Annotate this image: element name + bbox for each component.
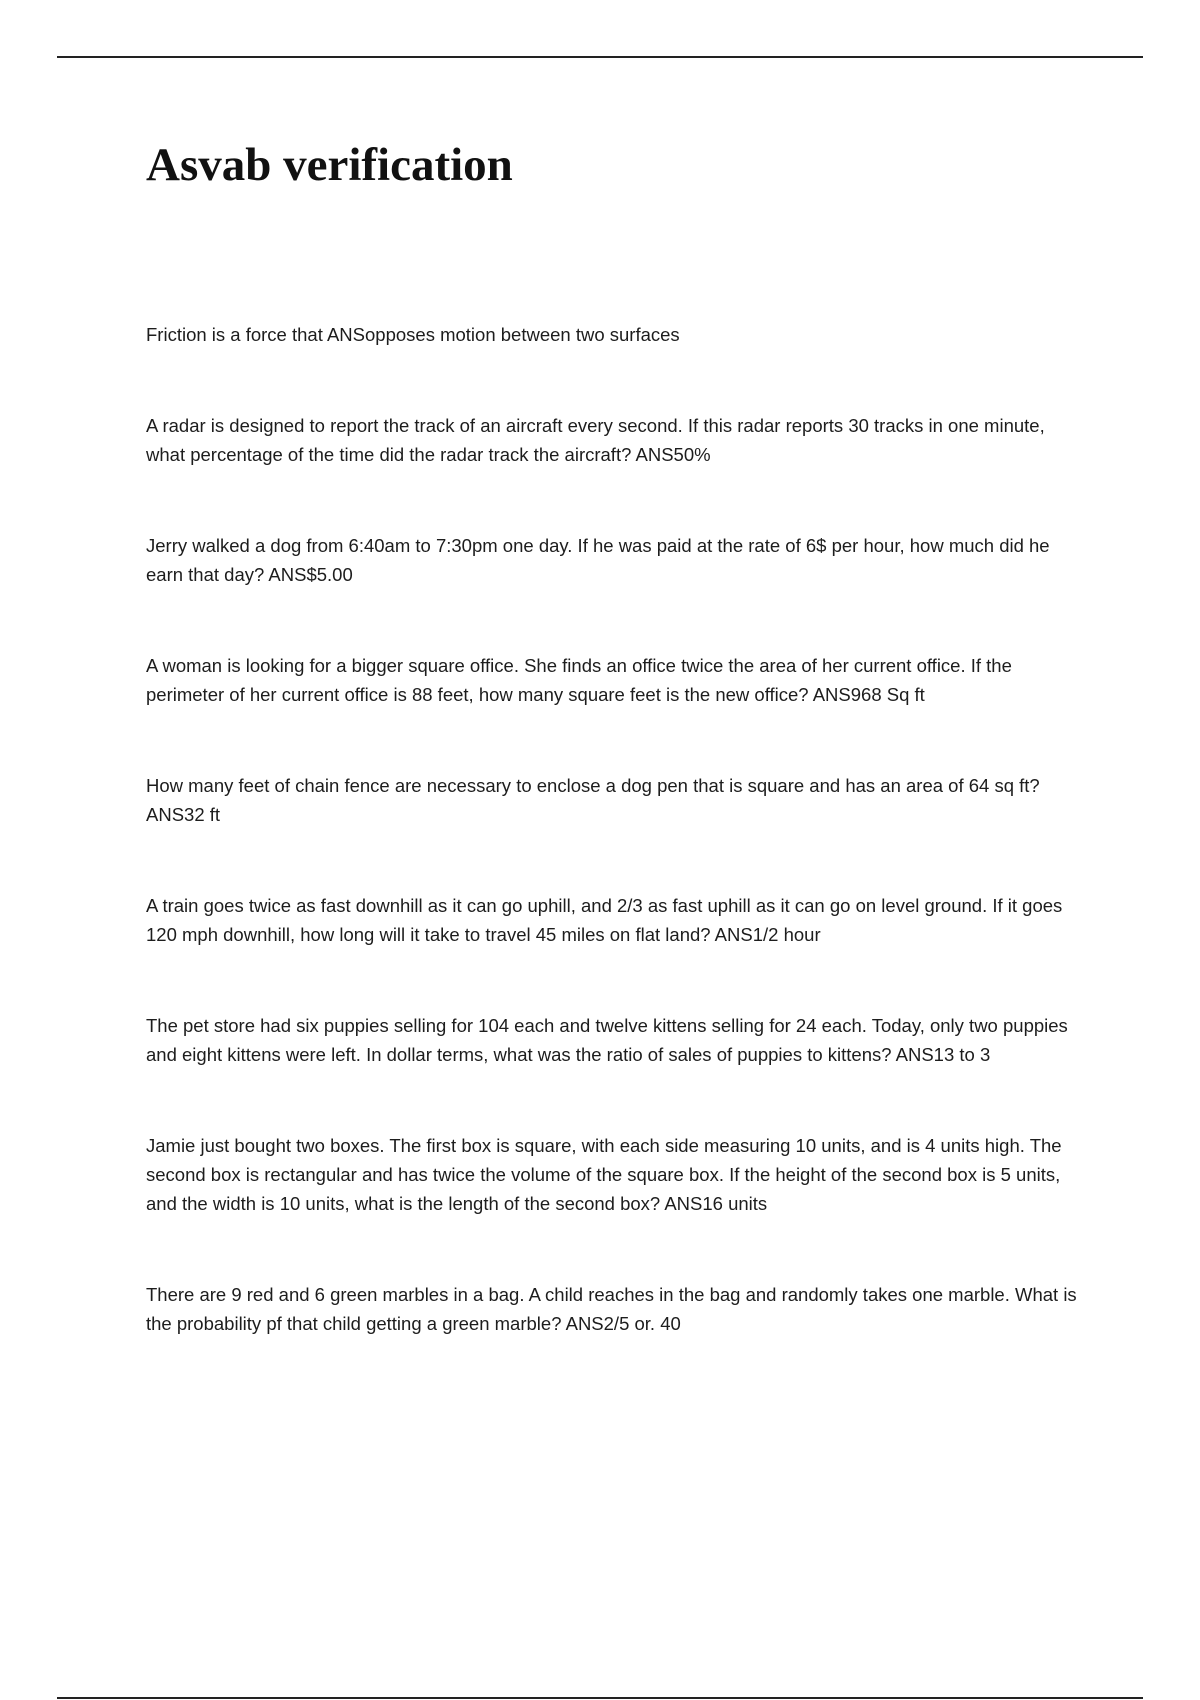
question-item: There are 9 red and 6 green marbles in a bag. A child reaches in the bag and randomly takes one marble. What is the probability pf that child getting a green marble? ANS2/5 or. 40 xyxy=(146,1284,1077,1334)
question-item: Jamie just bought two boxes. The first box is square, with each side measuring 10 units, and is 4 units high. The second box is rectangular and has twice the volume of the square box. If the height of the second box is 5 units, and the width is 10 units, what is the length of the second box? ANS16 units xyxy=(146,1135,1062,1214)
question-item: Jerry walked a dog from 6:40am to 7:30pm one day. If he was paid at the rate of 6$ per hour, how much did he earn that day? ANS$5.00 xyxy=(146,535,1050,585)
question-item: How many feet of chain fence are necessary to enclose a dog pen that is square and has an area of 64 sq ft? ANS32 ft xyxy=(146,775,1040,825)
question-list xyxy=(146,320,1086,1400)
question-item: A train goes twice as fast downhill as it can go uphill, and 2/3 as fast uphill as it can go on level ground. If it goes 120 mph downhill, how long will it take to travel 45 miles on flat land? ANS1/2 hour xyxy=(146,895,1063,945)
bottom-divider xyxy=(57,1697,1143,1699)
question-item: A radar is designed to report the track of an aircraft every second. If this radar reports 30 tracks in one minute, what percentage of the time did the radar track the aircraft? ANS50% xyxy=(146,415,1045,465)
top-divider xyxy=(57,56,1143,58)
question-item: A woman is looking for a bigger square office. She finds an office twice the area of her current office. If the perimeter of her current office is 88 feet, how many square feet is the new office? ANS968 Sq ft xyxy=(146,655,1012,705)
question-item: The pet store had six puppies selling for 104 each and twelve kittens selling for 24 each. Today, only two puppies and eight kittens were left. In dollar terms, what was the ratio of sales of puppies to kittens? ANS13 to 3 xyxy=(146,1015,1068,1065)
question-item: Friction is a force that ANSopposes motion between two surfaces xyxy=(146,324,680,345)
document-title: Asvab verification xyxy=(146,139,513,191)
